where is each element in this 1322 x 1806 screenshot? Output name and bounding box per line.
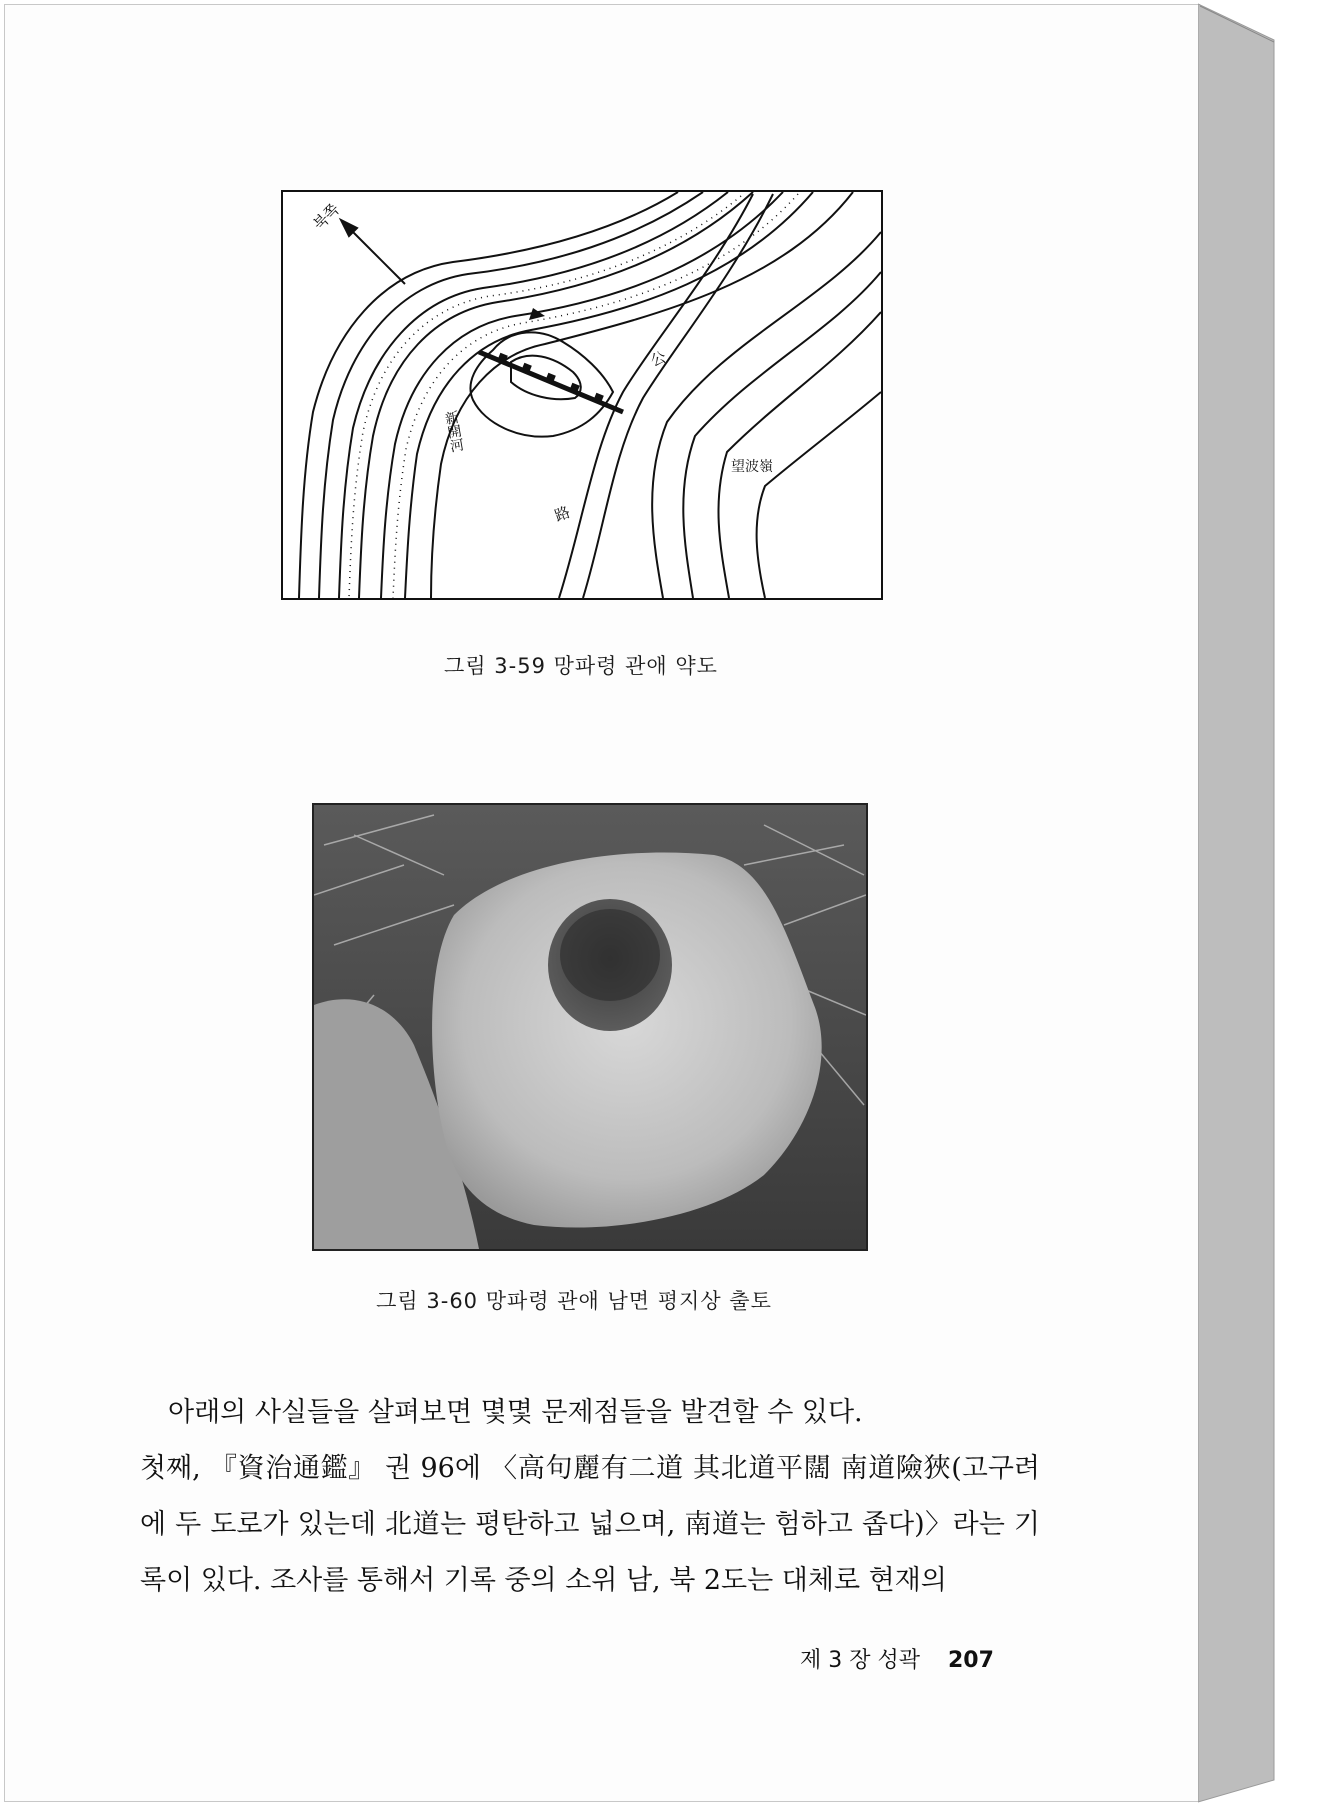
figure-2-caption: 그림 3-60 망파령 관애 남면 평지상 출토 — [376, 1289, 772, 1313]
body-text — [140, 1385, 1040, 1609]
page-footer — [800, 1643, 994, 1674]
figure-1-caption: 그림 3-59 망파령 관애 약도 — [444, 654, 718, 678]
stone-photo-image — [314, 805, 866, 1249]
north-label: 북쪽 — [309, 200, 343, 234]
mountain-name-label: 望波嶺 — [731, 459, 773, 475]
fortress-wall-icon — [479, 352, 623, 412]
stone-photo — [312, 803, 868, 1251]
page-edge-side — [1198, 0, 1278, 1806]
sketch-map-drawing — [283, 192, 881, 598]
sketch-map-figure — [281, 190, 883, 600]
river-name-label: 新開河 — [442, 409, 466, 454]
road-label-char-1: 公 — [648, 348, 669, 371]
paragraph-2: 첫째, 『資治通鑑』 권 96에 〈高句麗有二道 其北道平闊 南道險狹(고구려에 두 도로가 있는데 北道는 평탄하고 넓으며, 南道는 험하고 좁다)〉라는 기록이 있다. 조사를 통해서 기록 중의 소위 남, 북 2도는 대체로 현재의 — [140, 1453, 1040, 1596]
north-arrow-icon — [341, 220, 405, 284]
chapter-title: 제 3 장 성곽 — [800, 1648, 920, 1673]
road-label-char-2: 路 — [552, 503, 573, 526]
paragraph-1: 아래의 사실들을 살펴보면 몇몇 문제점들을 발견할 수 있다. — [168, 1397, 863, 1428]
page-number: 207 — [948, 1648, 994, 1673]
river-flow-arrow-icon — [529, 308, 545, 320]
